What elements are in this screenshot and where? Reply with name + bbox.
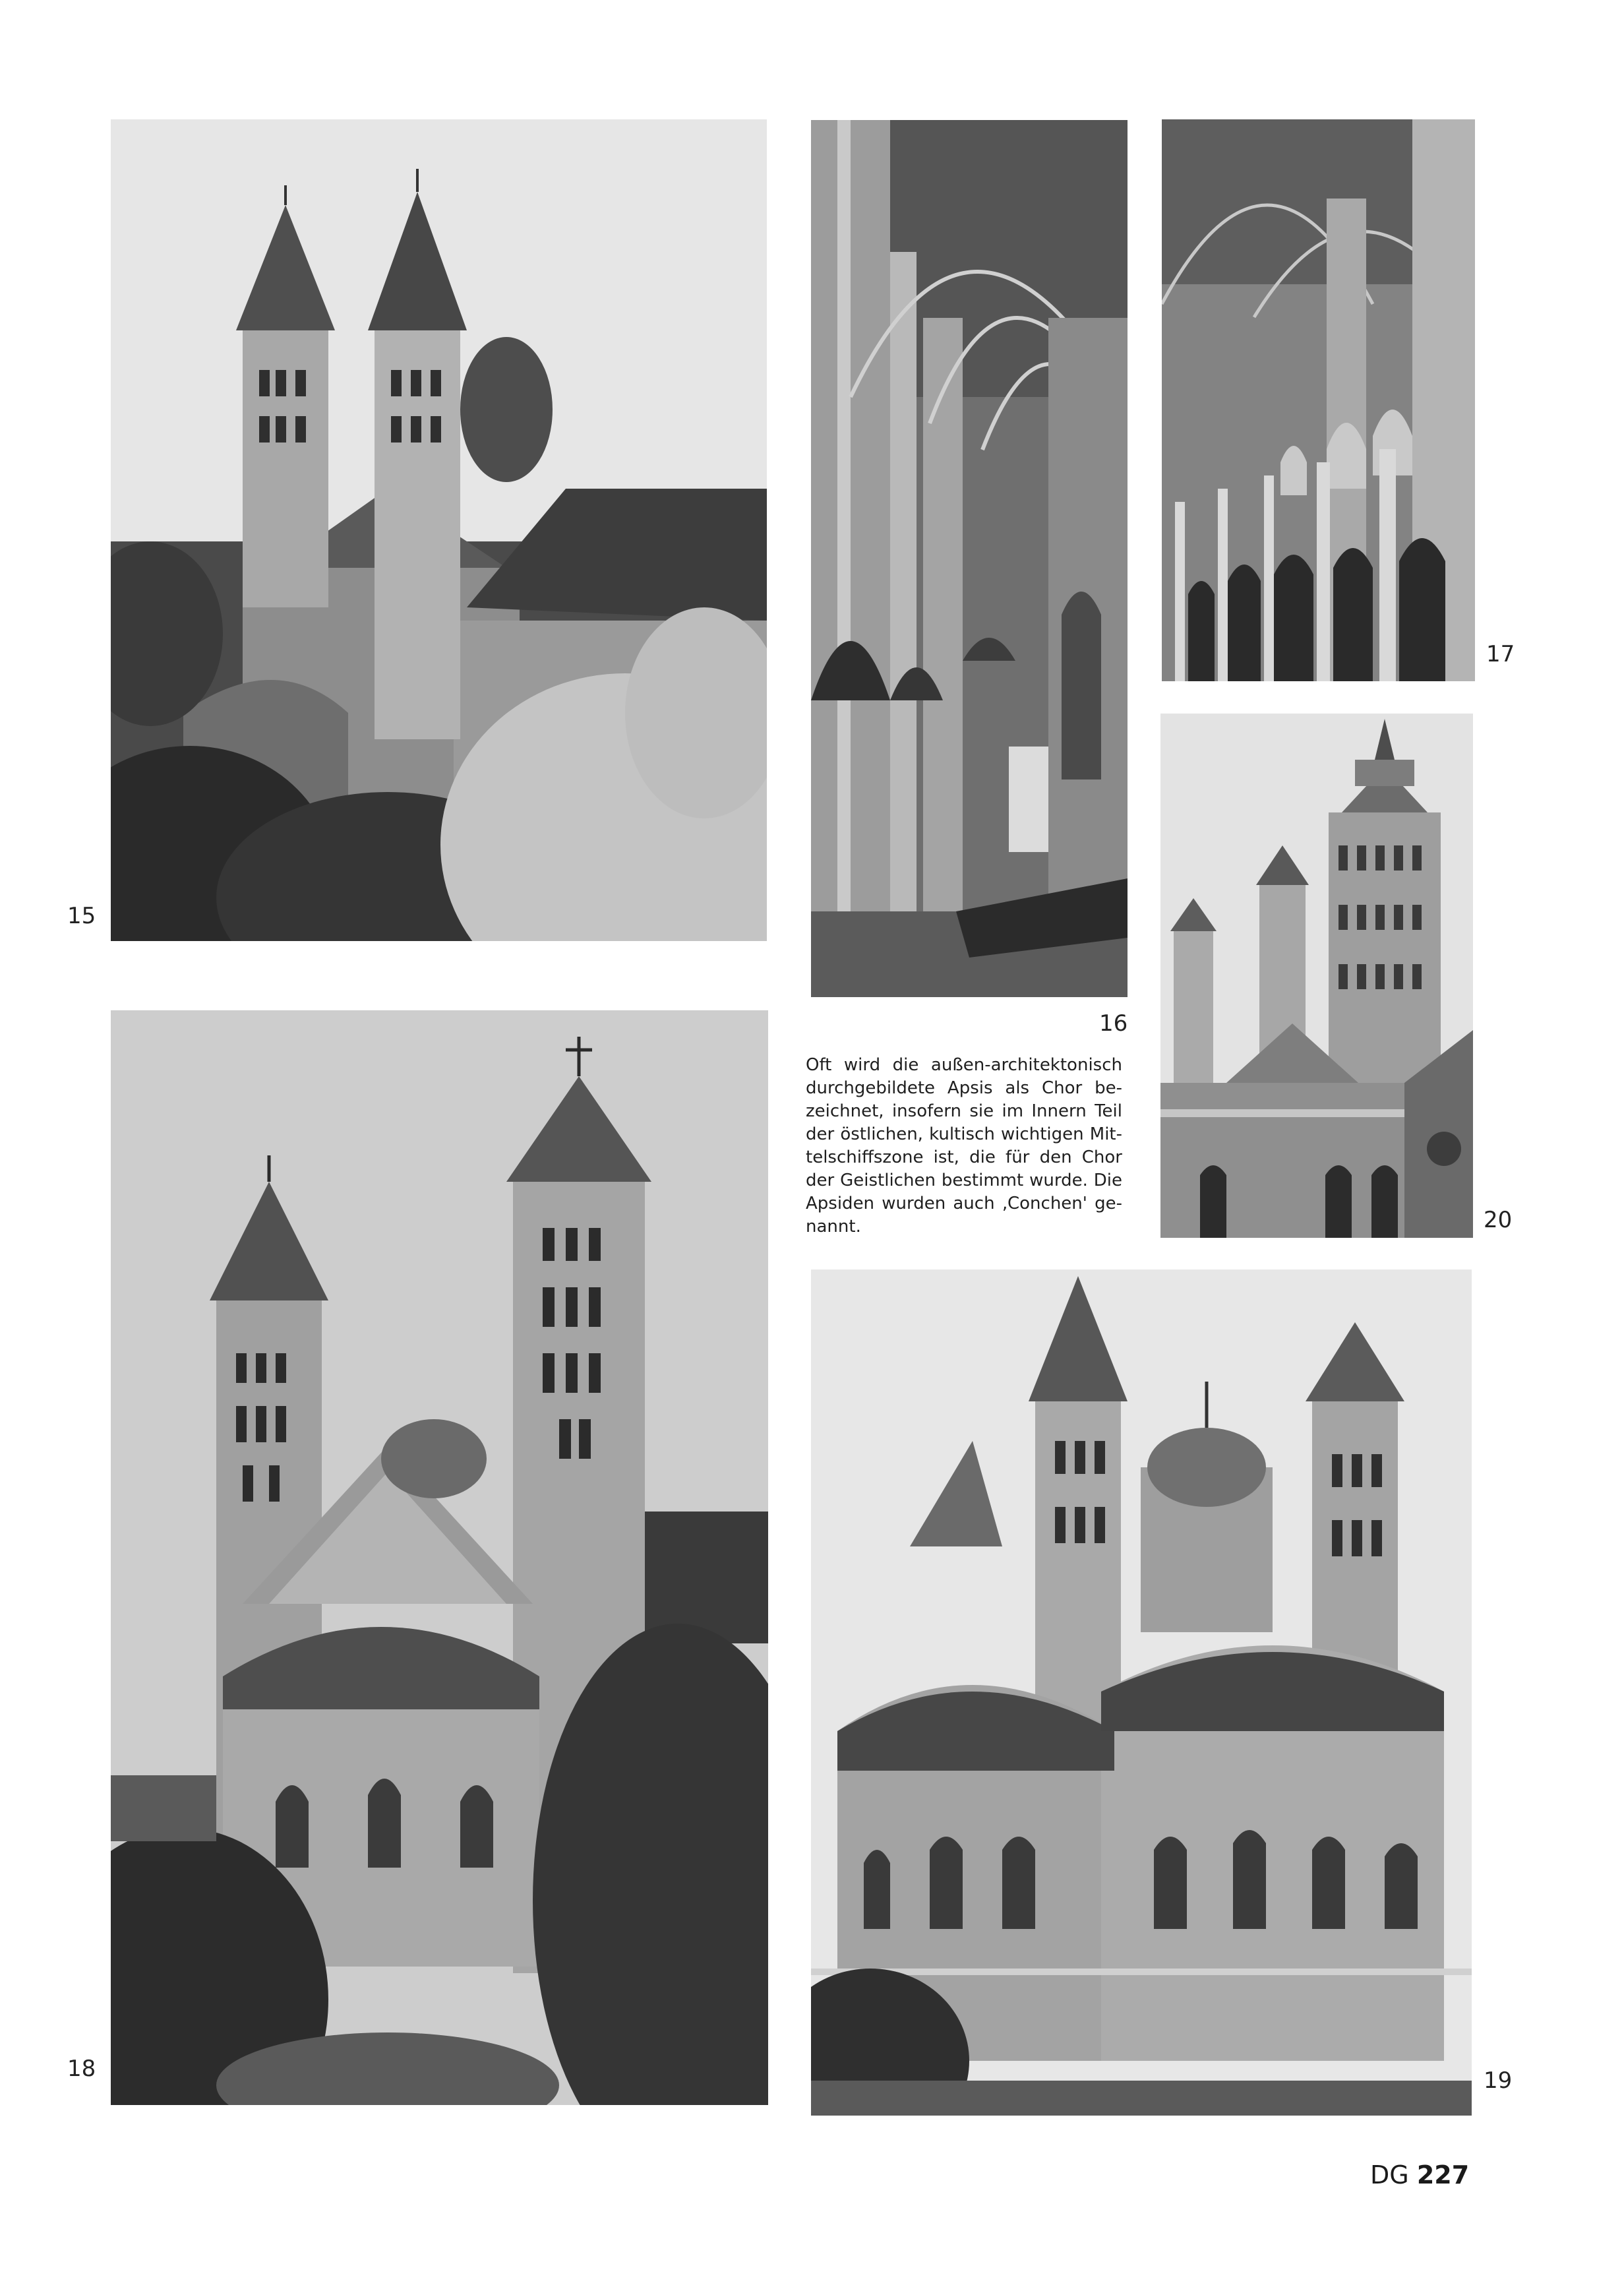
figure-number-15: 15: [67, 903, 96, 929]
page-number: 227: [1416, 2160, 1470, 2189]
footer-prefix: DG: [1370, 2160, 1409, 2189]
page-footer: [1370, 2160, 1469, 2189]
photo-15-twin-tower-church: [111, 119, 767, 941]
photo-20-crossing-tower: [1160, 714, 1473, 1238]
figure-number-20: 20: [1484, 1207, 1513, 1233]
figure-number-19: 19: [1484, 2067, 1513, 2094]
caption-line: Oft wird die außen-architektonisch: [806, 1055, 1122, 1075]
photo-19-trefoil-apse-church: [811, 1269, 1472, 2116]
caption-line: durchgebildete Apsis als Chor be-: [806, 1078, 1122, 1098]
caption-line: telschiffszone ist, die für den Chor: [806, 1147, 1122, 1167]
photo-16-nave-interior: [811, 120, 1128, 997]
caption-line: zeichnet, insofern sie im Innern Teil: [806, 1101, 1122, 1121]
figure-number-16: 16: [1099, 1010, 1128, 1037]
caption-line: der östlichen, kultisch wichtigen Mit-: [806, 1124, 1122, 1144]
caption-line: Apsiden wurden auch ‚Conchen' ge-: [806, 1194, 1122, 1213]
caption-line: der Geistlichen bestimmt wurde. Die: [806, 1171, 1122, 1190]
photo-17-nave-arcade: [1162, 119, 1475, 681]
photo-18-cathedral-apse: [111, 1010, 768, 2105]
figure-number-17: 17: [1486, 641, 1515, 667]
caption-text: [806, 1054, 1122, 1238]
figure-number-18: 18: [67, 2056, 96, 2082]
caption-line: nannt.: [806, 1217, 861, 1237]
